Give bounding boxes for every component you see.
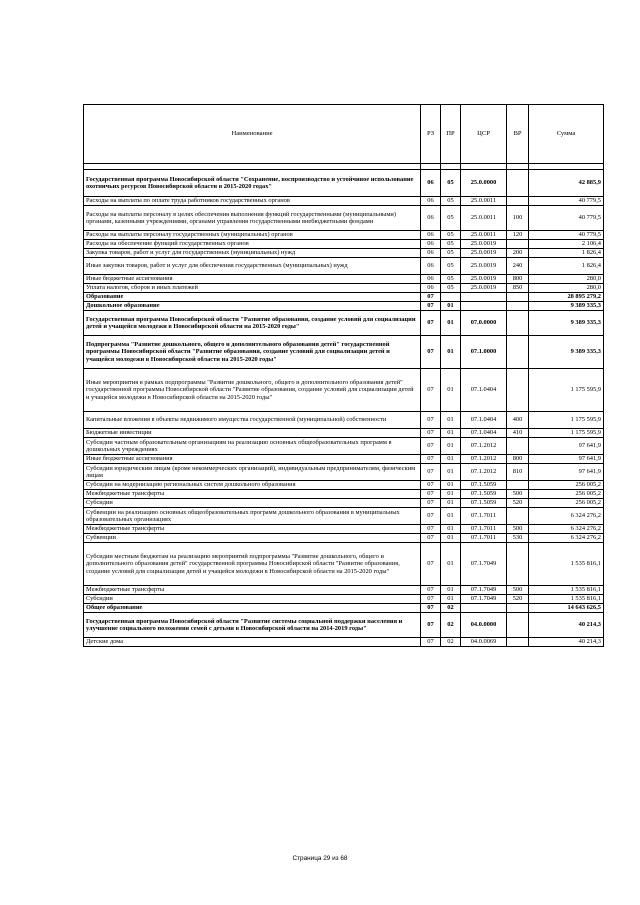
table-row (84, 275, 604, 284)
cell-rz: 06 (421, 249, 441, 258)
cell-rz: 06 (421, 197, 441, 206)
cell-rz: 07 (421, 429, 441, 438)
cell-vr (507, 604, 529, 613)
cell-sum: 1 175 595,9 (529, 429, 604, 438)
cell-name: Детские дома (84, 638, 421, 647)
cell-name: Межбюджетные трансферты (84, 586, 421, 595)
cell-rz: 06 (421, 240, 441, 249)
cell-pr: 01 (441, 438, 461, 455)
cell-csr (461, 302, 507, 311)
cell-csr: 07.1.7049 (461, 595, 507, 604)
cell-csr: 07.1.2012 (461, 438, 507, 455)
cell-vr: 530 (507, 534, 529, 543)
cell-pr: 05 (441, 240, 461, 249)
cell-rz: 07 (421, 302, 441, 311)
cell-vr (507, 481, 529, 490)
table-row (84, 206, 604, 231)
cell-csr: 07.1.0404 (461, 429, 507, 438)
cell-name: Иные бюджетные ассигнования (84, 275, 421, 284)
cell-vr (507, 543, 529, 586)
table-row (84, 369, 604, 412)
cell-pr: 05 (441, 258, 461, 275)
cell-name: Подпрограмма "Развитие дошкольного, общего и дополнительного образования детей" государственной программы Новосибирской области "Развитие образования, создание условий для социализации детей и учащейся молодежи в Новосибирской области на 2015-2020 годы" (84, 336, 421, 369)
header-csr: ЦСР (461, 105, 507, 164)
cell-name: Иные закупки товаров, работ и услуг для обеспечения государственных (муниципальных) нужд (84, 258, 421, 275)
table-row (84, 302, 604, 311)
cell-pr: 01 (441, 481, 461, 490)
cell-pr: 02 (441, 604, 461, 613)
cell-rz: 06 (421, 170, 441, 197)
cell-pr: 01 (441, 429, 461, 438)
cell-name: Иные мероприятия в рамках подпрограммы "Развитие дошкольного, общего и дополнительного образования детей" государственной программы Новосибирской области "Развитие образования, создание условий для социализации детей и учащейся молодежи в Новосибирской области на 2015-2020 годы" (84, 369, 421, 412)
table-row (84, 293, 604, 302)
cell-pr: 01 (441, 336, 461, 369)
cell-rz: 07 (421, 604, 441, 613)
cell-csr: 07.1.5059 (461, 481, 507, 490)
cell-rz: 06 (421, 275, 441, 284)
cell-rz: 06 (421, 284, 441, 293)
cell-pr: 05 (441, 249, 461, 258)
cell-rz: 07 (421, 586, 441, 595)
cell-sum: 1 535 816,1 (529, 595, 604, 604)
cell-pr: 01 (441, 499, 461, 508)
table-row (84, 284, 604, 293)
cell-csr: 04.0.0069 (461, 638, 507, 647)
table-row (84, 499, 604, 508)
cell-pr: 01 (441, 534, 461, 543)
cell-rz: 07 (421, 455, 441, 464)
cell-sum: 1 175 595,9 (529, 369, 604, 412)
cell-vr: 200 (507, 249, 529, 258)
table-row (84, 490, 604, 499)
table-row (84, 258, 604, 275)
cell-csr (461, 293, 507, 302)
cell-sum: 6 324 276,2 (529, 508, 604, 525)
cell-sum: 97 641,9 (529, 438, 604, 455)
cell-vr: 500 (507, 525, 529, 534)
cell-sum: 9 389 335,3 (529, 311, 604, 336)
cell-sum: 97 641,9 (529, 455, 604, 464)
cell-rz: 07 (421, 525, 441, 534)
cell-vr: 800 (507, 275, 529, 284)
table-row (84, 543, 604, 586)
cell-rz: 07 (421, 490, 441, 499)
cell-pr: 01 (441, 543, 461, 586)
table-row (84, 508, 604, 525)
cell-vr: 810 (507, 464, 529, 481)
cell-name: Межбюджетные трансферты (84, 490, 421, 499)
cell-name: Закупка товаров, работ и услуг для государственных (муниципальных) нужд (84, 249, 421, 258)
cell-csr: 07.1.5059 (461, 499, 507, 508)
cell-vr (507, 369, 529, 412)
cell-pr: 05 (441, 197, 461, 206)
table-row (84, 336, 604, 369)
cell-sum: 40 779,5 (529, 197, 604, 206)
cell-csr: 07.1.2012 (461, 455, 507, 464)
cell-rz: 07 (421, 508, 441, 525)
cell-csr: 25.0.0011 (461, 206, 507, 231)
cell-name: Субсидии частным образовательным организациям на реализацию основных общеобразовательных программ в дошкольных учреждениях (84, 438, 421, 455)
table-row (84, 613, 604, 638)
cell-pr: 02 (441, 638, 461, 647)
table-row (84, 638, 604, 647)
cell-sum: 256 005,2 (529, 481, 604, 490)
cell-csr: 07.1.2012 (461, 464, 507, 481)
cell-csr: 07.1.7011 (461, 525, 507, 534)
cell-vr (507, 438, 529, 455)
cell-name: Дошкольное образование (84, 302, 421, 311)
cell-sum: 97 641,9 (529, 464, 604, 481)
cell-sum: 256 005,2 (529, 499, 604, 508)
cell-sum: 280,0 (529, 284, 604, 293)
table-header-row (84, 105, 604, 164)
cell-csr: 25.0.0000 (461, 170, 507, 197)
cell-csr: 25.0.0011 (461, 231, 507, 240)
cell-vr (507, 170, 529, 197)
cell-name: Расходы на выплаты по оплате труда работников государственных органов (84, 197, 421, 206)
cell-pr: 05 (441, 206, 461, 231)
cell-sum: 9 389 335,3 (529, 336, 604, 369)
cell-pr: 01 (441, 311, 461, 336)
cell-sum: 280,0 (529, 275, 604, 284)
cell-csr: 07.1.0404 (461, 412, 507, 429)
cell-rz: 07 (421, 613, 441, 638)
cell-csr: 07.1.7011 (461, 534, 507, 543)
cell-pr: 01 (441, 369, 461, 412)
cell-vr (507, 638, 529, 647)
cell-pr: 01 (441, 412, 461, 429)
cell-pr: 01 (441, 302, 461, 311)
cell-rz: 06 (421, 206, 441, 231)
cell-sum: 40 214,3 (529, 638, 604, 647)
table-row (84, 525, 604, 534)
cell-name: Субсидии (84, 499, 421, 508)
cell-rz: 07 (421, 369, 441, 412)
cell-pr (441, 293, 461, 302)
header-vr: ВР (507, 105, 529, 164)
cell-vr: 100 (507, 206, 529, 231)
cell-pr: 01 (441, 464, 461, 481)
cell-name: Субвенции (84, 534, 421, 543)
cell-vr: 410 (507, 429, 529, 438)
cell-sum: 1 535 816,1 (529, 543, 604, 586)
cell-vr: 800 (507, 455, 529, 464)
cell-vr: 400 (507, 412, 529, 429)
cell-sum: 1 175 595,9 (529, 412, 604, 429)
cell-pr: 01 (441, 586, 461, 595)
cell-pr: 01 (441, 525, 461, 534)
table-row (84, 412, 604, 429)
cell-rz: 07 (421, 499, 441, 508)
cell-pr: 05 (441, 284, 461, 293)
cell-csr: 25.0.0019 (461, 258, 507, 275)
cell-name: Расходы на выплаты персоналу государственных (муниципальных) органов (84, 231, 421, 240)
cell-pr: 01 (441, 490, 461, 499)
cell-name: Субсидии на модернизацию региональных систем дошкольного образования (84, 481, 421, 490)
cell-vr: 240 (507, 258, 529, 275)
cell-name: Субсидии местным бюджетам на реализацию мероприятий подпрограммы "Развитие дошкольного, общего и дополнительного образования детей" государственной программы Новосибирской области "Развитие образования, создание условий для социализации детей и учащейся молодежи в Новосибирской области на 2015-2020 годы" (84, 543, 421, 586)
cell-vr (507, 508, 529, 525)
cell-sum: 40 779,5 (529, 206, 604, 231)
header-name: Наименование (84, 105, 421, 164)
table-row (84, 534, 604, 543)
header-rz: РЗ (421, 105, 441, 164)
cell-pr: 05 (441, 231, 461, 240)
cell-rz: 07 (421, 595, 441, 604)
cell-sum: 6 324 276,2 (529, 525, 604, 534)
cell-vr: 500 (507, 490, 529, 499)
cell-vr: 500 (507, 586, 529, 595)
cell-vr (507, 240, 529, 249)
header-pr: ПР (441, 105, 461, 164)
cell-pr: 01 (441, 595, 461, 604)
cell-csr: 25.0.0019 (461, 275, 507, 284)
table-row (84, 170, 604, 197)
table-row (84, 586, 604, 595)
cell-vr: 520 (507, 595, 529, 604)
cell-sum: 42 885,9 (529, 170, 604, 197)
table-row (84, 481, 604, 490)
cell-csr (461, 604, 507, 613)
cell-csr: 25.0.0019 (461, 249, 507, 258)
cell-rz: 07 (421, 293, 441, 302)
cell-name: Расходы на выплаты персоналу в целях обеспечения выполнения функций государственными (муниципальными) органами, казенными учреждениями, органами управления государственными внебюджетными фондами (84, 206, 421, 231)
table-row (84, 455, 604, 464)
cell-pr: 05 (441, 275, 461, 284)
cell-vr: 120 (507, 231, 529, 240)
cell-sum: 1 535 816,1 (529, 586, 604, 595)
cell-name: Государственная программа Новосибирской области "Сохранение, воспроизводство и устойчивое использование охотничьих ресурсов Новосибирской области в 2015-2020 годах" (84, 170, 421, 197)
cell-name: Субсидии юридическим лицам (кроме некоммерческих организаций), индивидуальным предпринимателям, физическим лицам (84, 464, 421, 481)
cell-rz: 07 (421, 311, 441, 336)
cell-name: Образование (84, 293, 421, 302)
cell-name: Иные бюджетные ассигнования (84, 455, 421, 464)
page-number: Страница 29 из 68 (292, 855, 348, 862)
cell-name: Капитальные вложения в объекты недвижимого имущества государственной (муниципальной) собственности (84, 412, 421, 429)
cell-vr (507, 197, 529, 206)
table-row (84, 595, 604, 604)
cell-name: Государственная программа Новосибирской области "Развитие образования, создание условий для социализации детей и учащейся молодежи в Новосибирской области на 2015-2020 годы" (84, 311, 421, 336)
cell-sum: 2 106,4 (529, 240, 604, 249)
cell-sum: 40 779,5 (529, 231, 604, 240)
cell-csr: 07.1.7049 (461, 586, 507, 595)
cell-sum: 1 826,4 (529, 258, 604, 275)
cell-name: Межбюджетные трансферты (84, 525, 421, 534)
cell-vr (507, 293, 529, 302)
cell-name: Бюджетные инвестиции (84, 429, 421, 438)
cell-vr (507, 336, 529, 369)
table-row (84, 197, 604, 206)
cell-csr: 07.1.0000 (461, 336, 507, 369)
cell-csr: 07.1.7049 (461, 543, 507, 586)
cell-csr: 07.1.5059 (461, 490, 507, 499)
cell-rz: 07 (421, 534, 441, 543)
cell-pr: 02 (441, 613, 461, 638)
table-row (84, 438, 604, 455)
cell-pr: 01 (441, 455, 461, 464)
cell-sum: 1 826,4 (529, 249, 604, 258)
cell-rz: 07 (421, 438, 441, 455)
cell-vr (507, 311, 529, 336)
cell-rz: 07 (421, 638, 441, 647)
table-row (84, 464, 604, 481)
cell-csr: 04.0.0000 (461, 613, 507, 638)
cell-sum: 256 005,2 (529, 490, 604, 499)
cell-vr: 520 (507, 499, 529, 508)
cell-sum: 28 895 279,2 (529, 293, 604, 302)
cell-rz: 06 (421, 231, 441, 240)
cell-csr: 25.0.0019 (461, 284, 507, 293)
cell-sum: 14 643 626,5 (529, 604, 604, 613)
cell-sum: 40 214,3 (529, 613, 604, 638)
cell-name: Уплата налогов, сборов и иных платежей (84, 284, 421, 293)
cell-rz: 07 (421, 464, 441, 481)
table-row (84, 240, 604, 249)
cell-rz: 07 (421, 412, 441, 429)
cell-csr: 07.1.0404 (461, 369, 507, 412)
cell-vr (507, 302, 529, 311)
cell-vr (507, 613, 529, 638)
cell-pr: 01 (441, 508, 461, 525)
table-row (84, 231, 604, 240)
cell-name: Государственная программа Новосибирской области "Развитие системы социальной поддержки населения и улучшение социального положения семей с детьми в Новосибирской области на 2014-2019 годы" (84, 613, 421, 638)
cell-name: Субвенции на реализацию основных общеобразовательных программ дошкольного образования в муниципальных образовательных организациях (84, 508, 421, 525)
cell-name: Субсидии (84, 595, 421, 604)
cell-name: Общее образование (84, 604, 421, 613)
cell-pr: 05 (441, 170, 461, 197)
table-row (84, 604, 604, 613)
table-row (84, 249, 604, 258)
cell-sum: 6 324 276,2 (529, 534, 604, 543)
cell-sum: 9 389 335,3 (529, 302, 604, 311)
cell-vr: 850 (507, 284, 529, 293)
cell-rz: 06 (421, 258, 441, 275)
cell-rz: 07 (421, 336, 441, 369)
cell-csr: 07.1.7011 (461, 508, 507, 525)
cell-rz: 07 (421, 543, 441, 586)
cell-csr: 07.0.0000 (461, 311, 507, 336)
table-row (84, 311, 604, 336)
cell-csr: 25.0.0011 (461, 197, 507, 206)
header-sum: Сумма (529, 105, 604, 164)
cell-name: Расходы на обеспечение функций государственных органов (84, 240, 421, 249)
cell-csr: 25.0.0019 (461, 240, 507, 249)
table-row (84, 429, 604, 438)
cell-rz: 07 (421, 481, 441, 490)
budget-table (83, 104, 604, 647)
